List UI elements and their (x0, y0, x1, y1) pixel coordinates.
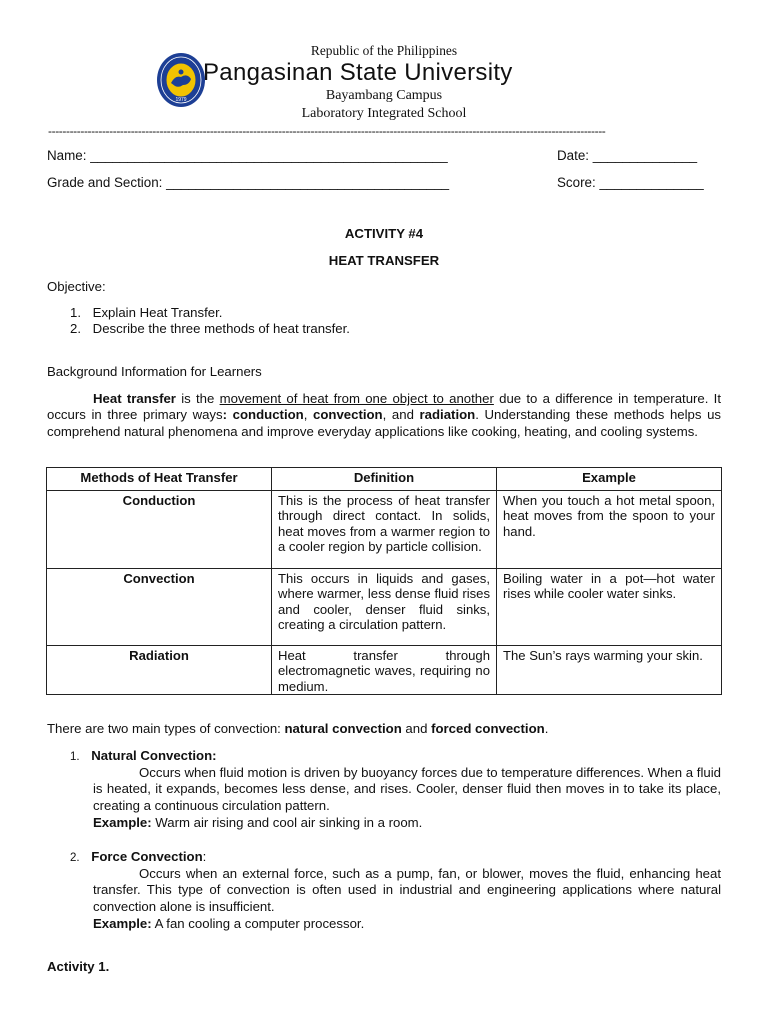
date-field[interactable] (557, 148, 697, 163)
table-row (47, 569, 722, 646)
activity-1-heading: Activity 1. (47, 959, 110, 974)
natural-convection-body: Occurs when fluid motion is driven by buoyancy forces due to temperature differences. When a fluid is heated, it expands, becomes less dense, and rises. Cooler, denser fluid then moves in to take its place, creating a continuous circulation pattern. (93, 765, 721, 813)
force-convection-title: 2. Force Convection: (70, 849, 207, 864)
name-blank[interactable]: ________________________________________________ (90, 148, 448, 163)
school-name: Laboratory Integrated School (301, 106, 467, 121)
score-field[interactable] (557, 175, 704, 190)
objective-label: Objective: (47, 279, 106, 294)
table-row (47, 646, 722, 695)
example-cell: Boiling water in a pot—hot water rises while cooler water sinks. (497, 569, 722, 646)
force-convection-body: Occurs when an external force, such as a pump, fan, or blower, moves the fluid, enhancing heat transfer. This type of convection is often used in industrial and engineering applications where natural convection alone is insufficient. (93, 866, 721, 914)
objective-item: 2. Describe the three methods of heat transfer. (70, 321, 350, 336)
date-blank[interactable]: ______________ (592, 148, 698, 163)
definition-cell: Heat transfer through electromagnetic waves, requiring no medium. (272, 646, 497, 695)
example-cell: When you touch a hot metal spoon, heat moves from the spoon to your hand. (497, 491, 722, 569)
name-label: Name: (47, 148, 87, 163)
force-convection-example: Example: A fan cooling a computer processor. (93, 916, 365, 931)
background-heading: Background Information for Learners (47, 364, 262, 379)
table-header-row (47, 468, 722, 491)
campus-name: Bayambang Campus (325, 88, 443, 103)
method-cell: Convection (47, 569, 272, 646)
column-header: Definition (272, 468, 497, 491)
republic-line: Republic of the Philippines (310, 43, 458, 58)
natural-convection-title: 1. Natural Convection: (70, 748, 217, 763)
column-header: Example (497, 468, 722, 491)
background-paragraph: Heat transfer is the movement of heat from one object to another due to a difference in temperature. It occurs in three primary ways: conduction, convection, and radiation. Understanding these methods helps us comprehend natural phenomena and improve everyday applications like cooking, heating, and cooling systems. (47, 391, 722, 439)
definition-cell: This occurs in liquids and gases, where warmer, less dense fluid rises and cooler, denser fluid sinks, creating a circulation pattern. (272, 569, 497, 646)
table-row (47, 491, 722, 569)
activity-number: ACTIVITY #4 (344, 226, 424, 241)
score-label: Score: (557, 175, 596, 190)
method-cell: Radiation (47, 646, 272, 695)
method-cell: Conduction (47, 491, 272, 569)
score-blank[interactable]: ______________ (599, 175, 704, 190)
heat-transfer-methods-table (46, 467, 722, 695)
column-header: Methods of Heat Transfer (47, 468, 272, 491)
grade-section-label: Grade and Section: (47, 175, 163, 190)
name-field[interactable] (47, 148, 448, 163)
svg-text:1979: 1979 (175, 97, 187, 103)
date-label: Date: (557, 148, 590, 163)
natural-convection-example: Example: Warm air rising and cool air sinking in a room. (93, 815, 423, 830)
convection-intro: There are two main types of convection: natural convection and forced convection. (47, 721, 549, 736)
example-cell: The Sun’s rays warming your skin. (497, 646, 722, 695)
grade-section-field[interactable] (47, 175, 449, 190)
header-divider: ----------------------------------------------------------------------------------------------------------------------------------------------------------- (48, 124, 606, 138)
grade-section-blank[interactable]: ______________________________________ (166, 175, 450, 190)
objective-item: 1. Explain Heat Transfer. (70, 305, 223, 320)
university-name: Pangasinan State University (203, 59, 513, 86)
definition-cell: This is the process of heat transfer through direct contact. In solids, heat moves from a warmer region to a cooler region by particle collision. (272, 491, 497, 569)
underlined-definition: movement of heat from one object to another (219, 391, 494, 406)
activity-title: HEAT TRANSFER (328, 253, 440, 268)
